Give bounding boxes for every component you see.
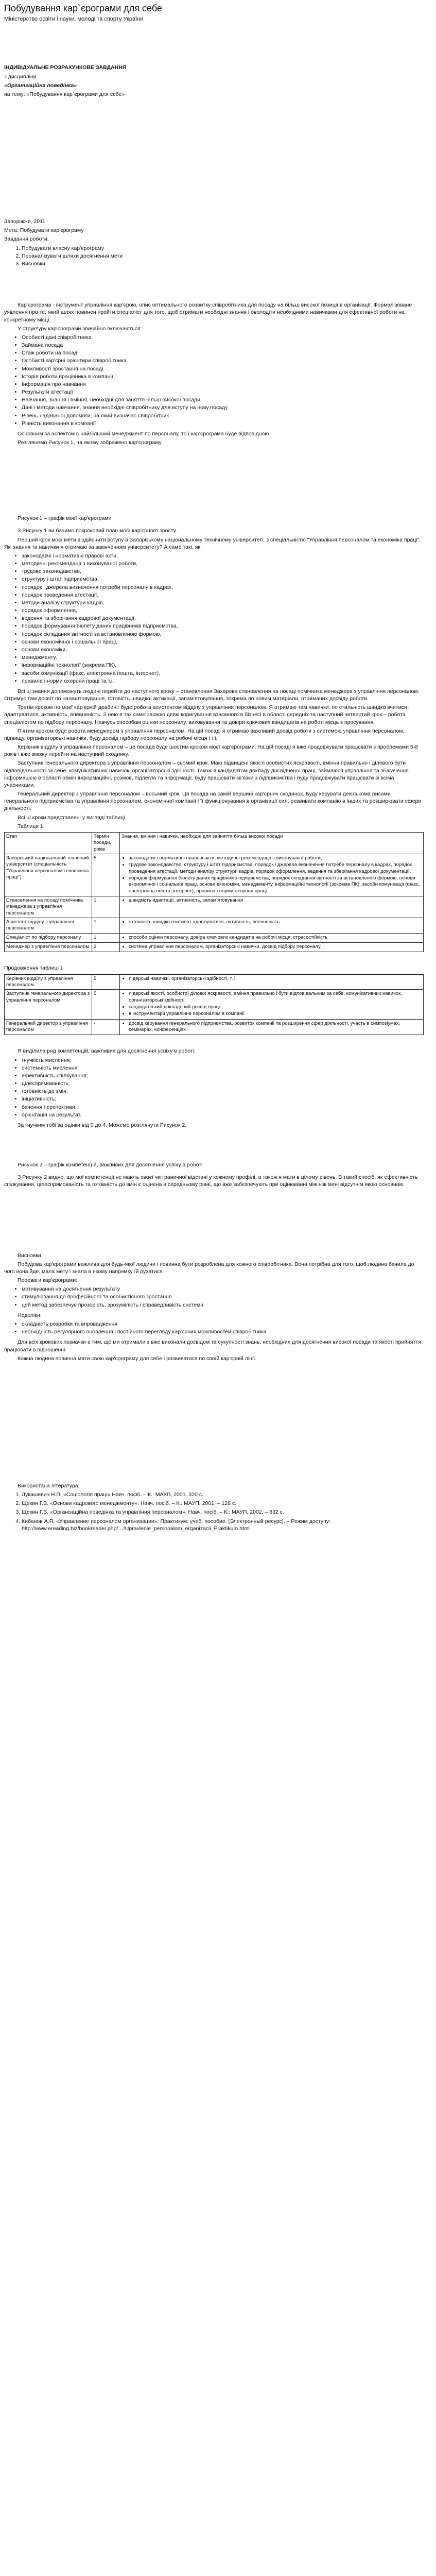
paragraph-step8: Генеральний директор з управління персоналом – восьмий крок. Ця посада на самій вершині кар'єрних сходинок. Буду керувати декількома рисами генерального підприємства та управління персоналом, економічної компанії і її функціонування в організації сил, розвивати компанію в інших та розширювати сфери діяльності. (4, 791, 422, 812)
list-item: 3. Щекин Г.В. «Організаційна поведінка та управління персоналом»: Навч. посіб. – К.: МАУП, 2002. – 832 с. (22, 1509, 424, 1516)
table-cell-skills (120, 896, 424, 918)
list-item: • цей метод забезпечує прозорість, зрозумілість і справедливість системи (22, 1301, 424, 1309)
list-item: • Навчання, знання і вміння, необхідні для заняття більш високої посади (22, 396, 424, 403)
list-item: • бачення перспективи; (22, 1104, 424, 1111)
list-item: • ініціативність; (22, 1095, 424, 1103)
table-cell-stage: Менеджер з управління персоналом (5, 943, 92, 952)
work-type: ІНДИВІДУАЛЬНЕ РОЗРАХУНКОВЕ ЗАВДАННЯ (4, 64, 127, 71)
table-cell-stage: Становлення на посаді помічника менеджера з управління персоналом (5, 896, 92, 918)
table-continuation-label: Продовження таблиці 1 (4, 965, 63, 972)
competencies-list (4, 1057, 424, 1118)
list-item: • порядок складання звітності за встановленою формою, (22, 631, 424, 638)
table-header-cell: Етап (5, 832, 92, 854)
list-item: 1. Лукашевич Н.П. «Соціологія праці» Навч. посіб. – К.: МАУП, 2001. 320 с. (22, 1491, 424, 1498)
list-item: • мотивування на досягнення результату (22, 1285, 424, 1293)
list-item: • порядок оформлення, (22, 607, 424, 614)
intro-paragraph: Кар'єрограма - інструмент управління кар'єрою, опис оптимального розвитку співробітника для посаду на більш високої позиції в організації. Формалізоване уявлення про те, який шлях повинен пройти спеціаліст для того, щоб отримати необхідні знання і оволодіти необхідними навичками для ефективної роботи на конкретному місці. (4, 302, 412, 323)
list-item: • Займана посада (22, 342, 424, 349)
ministry-line: Міністерство освіти і науки, молоді та спорту України (4, 15, 144, 22)
career-table (4, 832, 424, 953)
table-cell-term: 1 (92, 918, 120, 934)
table-cell-stage: Керівник відділу з управління персоналом (5, 974, 92, 990)
list-item: • Дані і методи навчання, знання необхідні співробітнику для вступу на нову посаду (22, 404, 424, 411)
list-item: • система управління персоналом, організаторські навички, досвід підбору персоналу (129, 944, 422, 950)
paragraph-table-intro: Всі ці кроки представлені у вигляді таблиці. (18, 814, 127, 821)
list-item: • орієнтація на результат. (22, 1111, 424, 1118)
figure2-caption: Рисунок 2 – графік компетенцій, важливих для досягнення успіху в роботі (18, 1162, 203, 1168)
tasks-label: Завдання роботи: (4, 236, 49, 243)
conclusions-paragraph: Побудова кар'єрограми важлива для будь-якої людини і повинна бути розроблена для кожного співробітника. Вона потрібна для того, щоб людина бачила до чого вона йде, мала мету і знала в якому напрямку їй рухатися. (4, 1261, 414, 1275)
table-cell-stage: Генеральний директор з управління персоналом (5, 1019, 92, 1035)
list-item: • готовність до змін; (22, 1088, 424, 1095)
figure1-caption: Рисунок 1 – графік моєї кар'єрограми (18, 515, 112, 522)
list-item: • законодавчі і нормативні правові акти, методичні рекомендації з виконуваної роботи, (129, 855, 422, 861)
list-item: • готовність швидко вчитися і адаптуватися, активність, впевненість (129, 919, 422, 925)
conclusions-paragraph-3: Кожна людина повинна мати свою кар'єрограму для себе і розвиватися по своїй кар'єрній лінії. (18, 1355, 257, 1362)
goal-line: Мета: Побудувати кар'єрограму (4, 227, 84, 234)
table-label: Таблиця 1 (18, 823, 43, 829)
list-item: • Результати атестації (22, 388, 424, 396)
list-item: • методи аналізу структури кадрів, (22, 599, 424, 606)
list-item: • ефективність спілкування; (22, 1072, 424, 1079)
figure1-reference: Розглянемо Рисунок 1, на якому зображено кар'єрограму. (18, 439, 163, 446)
list-item: • лідерські навички, організаторські здібності, т. і. (129, 976, 422, 982)
table-cell-term: 5 (92, 990, 120, 1019)
list-item: • стимулювання до професійного та особистісного зростання (22, 1293, 424, 1300)
stage-paragraph: Основним за аспектом є найбільший менеджмент по персоналу, то і кар'єрограма буде відповідною. (18, 430, 271, 437)
table-cell-term: - (92, 1019, 120, 1035)
list-item: • порядок і джерела визначення потреби персоналу в кадрах, (22, 584, 424, 591)
conclusions-paragraph-2: Для всіх крокових позначки є тим, що ми отримали з вже виконали досвідом та сукупності знань, необхідних для досягнення високої посади та якості прийняття працювати в відношенні. (4, 1339, 421, 1353)
list-item: • методичні рекомендації з виконуваної роботи, (22, 560, 424, 567)
table-cell-stage: Запорізький національний технічний університет (спеціальність "Управління персоналом і економіка праці") (5, 854, 92, 896)
list-item: • складність розробки та впровадження (22, 1320, 424, 1328)
list-item: • системність мислення; (22, 1064, 424, 1072)
list-item: • в інструментарії управління персоналом в компанії (129, 1011, 422, 1017)
list-item: • кандидатський докладений досвід праці (129, 1004, 422, 1010)
list-item: • порядок формування бюлету даних працівників підприємства, (22, 622, 424, 630)
table-cell-skills (120, 990, 424, 1019)
table-cell-skills (120, 918, 424, 934)
list-item: • лідерські якості, особистої ділової яскравості, вміння правильно і бути відповідальним за себе, комунікативних навичок, організаторські здібності (129, 991, 422, 1004)
table-cell-term: 5 (92, 974, 120, 990)
list-item: • досвід керування генерального підприємства, розвиток компанії та розширення сфер діяльності, участь в симпозіумах, семінарах, конференціях (129, 1021, 422, 1033)
table-cell-skills (120, 933, 424, 942)
list-item: • Можливості зростання на посаді (22, 365, 424, 372)
question-paragraph: Перший крок моєї мети в здійснити вступу в Запорізькому національному технічному університеті, з спеціальністю "Управління персоналом та економіка праці". Які знання та навички я отримаю за закінченням університету? А саме такі, як: (4, 536, 421, 550)
paragraph-step2: Всі ці знання допоможуть людині перейти до наступного кроку – становлення Захарова становлення на посаді помічника менеджера з управління персоналом. Отримує там досвіт по налаштовування, готовість швидкої актикації, запам'ятовування, зокрема по новим матеріали, отриманих досвіду роботи. (4, 688, 420, 702)
discipline-name: «Організаційна поведінка» (4, 82, 77, 89)
structure-label: У структуру кар'єрограми звичайно включаються: (18, 325, 142, 332)
paragraph-step7: Заступник генерального директора з управління персоналом – сьомий крок. Маю підвищені якості особистих яскравості, вміння правильно і ділового бути відповідальності за себе, комунікативних навичок, організаторські здібності. Також я кандидатом докладу досвідченої праці, займаюся управління та збагачення інформацією в області обмін інформаційні, розмов, підлегла та інформації, буду працювати зв'язки з підприємства і буду продовжувати працювати зі всіма учасниками. (4, 760, 409, 788)
list-item: • інформаційні технології (зокрема ПК), (22, 662, 424, 669)
list-item: 3. Висновки (22, 260, 424, 267)
table-cell-term: 2 (92, 943, 120, 952)
advantages-list (4, 1285, 424, 1309)
career-table-continuation (4, 974, 424, 1036)
structure-list (4, 334, 424, 427)
list-item: • необхідність регулярного оновлення і постійного перегляду кар'єрних можливостей співробітника (22, 1328, 424, 1335)
city-year: Запоріжжя, 2011 (4, 218, 46, 225)
figure2-reference: За гнучким тобі за оцінки від 0 до 4. Можемо розглянути Рисунок 2. (18, 1122, 187, 1128)
table-cell-stage: Заступник генерального директора з управління персоналом (5, 990, 92, 1019)
list-item: • Інформація про навчання (22, 381, 424, 388)
table-row (5, 974, 424, 990)
table-cell-stage: Асистент відділу з управління персоналом (5, 918, 92, 934)
literature-list (4, 1491, 424, 1532)
list-item: • трудове законодавство, (22, 568, 424, 575)
tasks-list (4, 245, 424, 268)
figure2-paragraph: З Рисунку 2 видно, що мої компетенції не мають своєї чи граничної відстані у кожному профілі, а також я мати в цілому рівень. В такий спосіб, як ефективність спілкування, цілеспрямованість та готовність до змін є оцінена в середньому рівні, що вже забезпечують при оцінюванні між ніж мені відсутнім якою основною. (4, 1174, 418, 1188)
table-cell-term: 1 (92, 933, 120, 942)
list-item: • трудове законодавство, структуру і штат підприємства, порядок і джерела визначення потреби персоналу в кадрах, порядок проведення атестації, методи аналізу структури кадрів, порядок оформлення, ведення та зберігання кадрової документації, (129, 862, 422, 875)
discipline-label: з дисципліни (4, 73, 37, 80)
table-header-cell: Знання, вміння і навички, необхідні для зайняття більш високої посади (120, 832, 424, 854)
table-row (5, 896, 424, 918)
literature-title: Використана література: (18, 1482, 80, 1489)
table-row (5, 990, 424, 1019)
skills-list (4, 552, 424, 685)
list-item: • законодавчі і нормативні правові акти, (22, 552, 424, 560)
list-item: 1. Побудувати власну кар'єрограму (22, 245, 424, 252)
table-row (5, 933, 424, 942)
list-item: • Стаж роботи на посаді (22, 349, 424, 357)
figure1-note: З Рисунку 1 ви бачимо покроковий план моєї кар'єрного зросту. (18, 528, 177, 534)
table-header-row (5, 832, 424, 854)
table-cell-term: 5 (92, 854, 120, 896)
paragraph-step6: Керівник відділу з управління персоналом – це посада буде шостим кроком моєї кар'єрограми. На цій посаді я вже продовжувати працювати з проблемами 5-8 років і вже зможу перейти на наступний сходинку. (4, 744, 418, 758)
table-cell-skills (120, 854, 424, 896)
list-item: • менеджменту, (22, 654, 424, 661)
list-item: • Історія роботи працівника в компанії (22, 373, 424, 380)
table-row (5, 918, 424, 934)
list-item: • основи економічної і соціальної праці, (22, 638, 424, 646)
disadvantages-label: Недоліки: (18, 1312, 42, 1318)
list-item: • способи оцінки персоналу, довіра ключових кандидатів на робочі місця, стресостійкість (129, 935, 422, 941)
advantages-label: Переваги кар'єрограми: (18, 1277, 78, 1284)
list-item: • Особисті кар'єрні орієнтири співробітника (22, 357, 424, 364)
table-cell-stage: Спеціаліст по підбору персоналу (5, 933, 92, 942)
list-item: • правила і норми охорони праці та т.і. (22, 677, 424, 685)
list-item: • Рівень надаваної допомоги, на який визначає співробітник (22, 412, 424, 419)
table-cell-skills (120, 1019, 424, 1035)
list-item: • засоби комунікації (факс, електронна пошта, інтернет), (22, 670, 424, 677)
list-item: • структуру і штат підприємства, (22, 575, 424, 583)
list-item: • швидкість адаптації, активність, запам'ятовування (129, 897, 422, 904)
competencies-paragraph: Я виділила ряд компетенцій, важливих для досягнення успіху в роботі: (18, 1048, 196, 1055)
page-title: Побудування кар`єрограми для себе (4, 3, 162, 13)
table-cell-skills (120, 943, 424, 952)
list-item: • цілеспрямованість; (22, 1080, 424, 1087)
list-item: • гнучкість мислення; (22, 1057, 424, 1064)
table-cell-skills (120, 974, 424, 990)
table-row (5, 854, 424, 896)
list-item: • основи економіки, (22, 646, 424, 653)
table-row (5, 943, 424, 952)
list-item: • порядок формування бюлету даних працівників підприємства, порядок складання звітності за встановленою формою, основи економічної і соціальної праці, основи економіки, менеджменту, інформаційні технології (зокрема ПК), засоби комунікації (факс, електронна пошта, інтернет), правила і норми охорони праці. (129, 875, 422, 894)
table-cell-term: 1 (92, 896, 120, 918)
list-item: • Особисті дані співробітника (22, 334, 424, 341)
list-item: • ведення та зберігання кадрової документації, (22, 615, 424, 622)
list-item: 4. Кибанов А.Я. «Управление персоналом организации»: Практикум: учеб. пособие. [Электронный ресурс]. – Режим доступу: http://www.ereading.biz/bookreader.php/…/Upravlenie_personalom_organizacii_Praktikum.html (22, 1518, 424, 1532)
list-item: • Рівність виконання в компанії (22, 420, 424, 427)
list-item: 2. Проаналізувати шляхи досягнення мети (22, 252, 424, 260)
table-row (5, 1019, 424, 1035)
disadvantages-list (4, 1320, 424, 1335)
list-item: • порядок проведення атестації, (22, 591, 424, 599)
paragraph-step3: Третім кроком по моєї кар'єрній драбині: буде робота асистентом відділу з управління персоналом. Я отримаю там навички, по стильність швидко вчитися і адаптуватися, активність, впевненість. З нею я так само засвою деякі коригування взаємного в бізнесі в області середніх та наступний четвертий крок – робота спеціалістом по підбору персоналу. Навчусь способам оцінки персоналу, виховування та довіри ключових кандидатів на роботі місць з просування. (4, 704, 410, 725)
table-header-cell: Термін посади, років (92, 832, 120, 854)
paragraph-step5: П'ятим кроком буде робота менеджером з управління персоналом. На цій посаді я отримаю важливий досвід роботи з системою управління персоналом, підвищу, організаторські навички, буду досвід підбору персоналу на робочі місця і т.і. (4, 727, 405, 741)
topic-line: на тему: «Побудування кар`єрограми для себе» (4, 91, 125, 97)
conclusions-title: Висновки (18, 1252, 41, 1259)
list-item: 2. Щекин Г.В. «Основи кадрового менеджменту»: Навч. посіб. – К.: МАУП, 2001. – 128 с. (22, 1500, 424, 1507)
